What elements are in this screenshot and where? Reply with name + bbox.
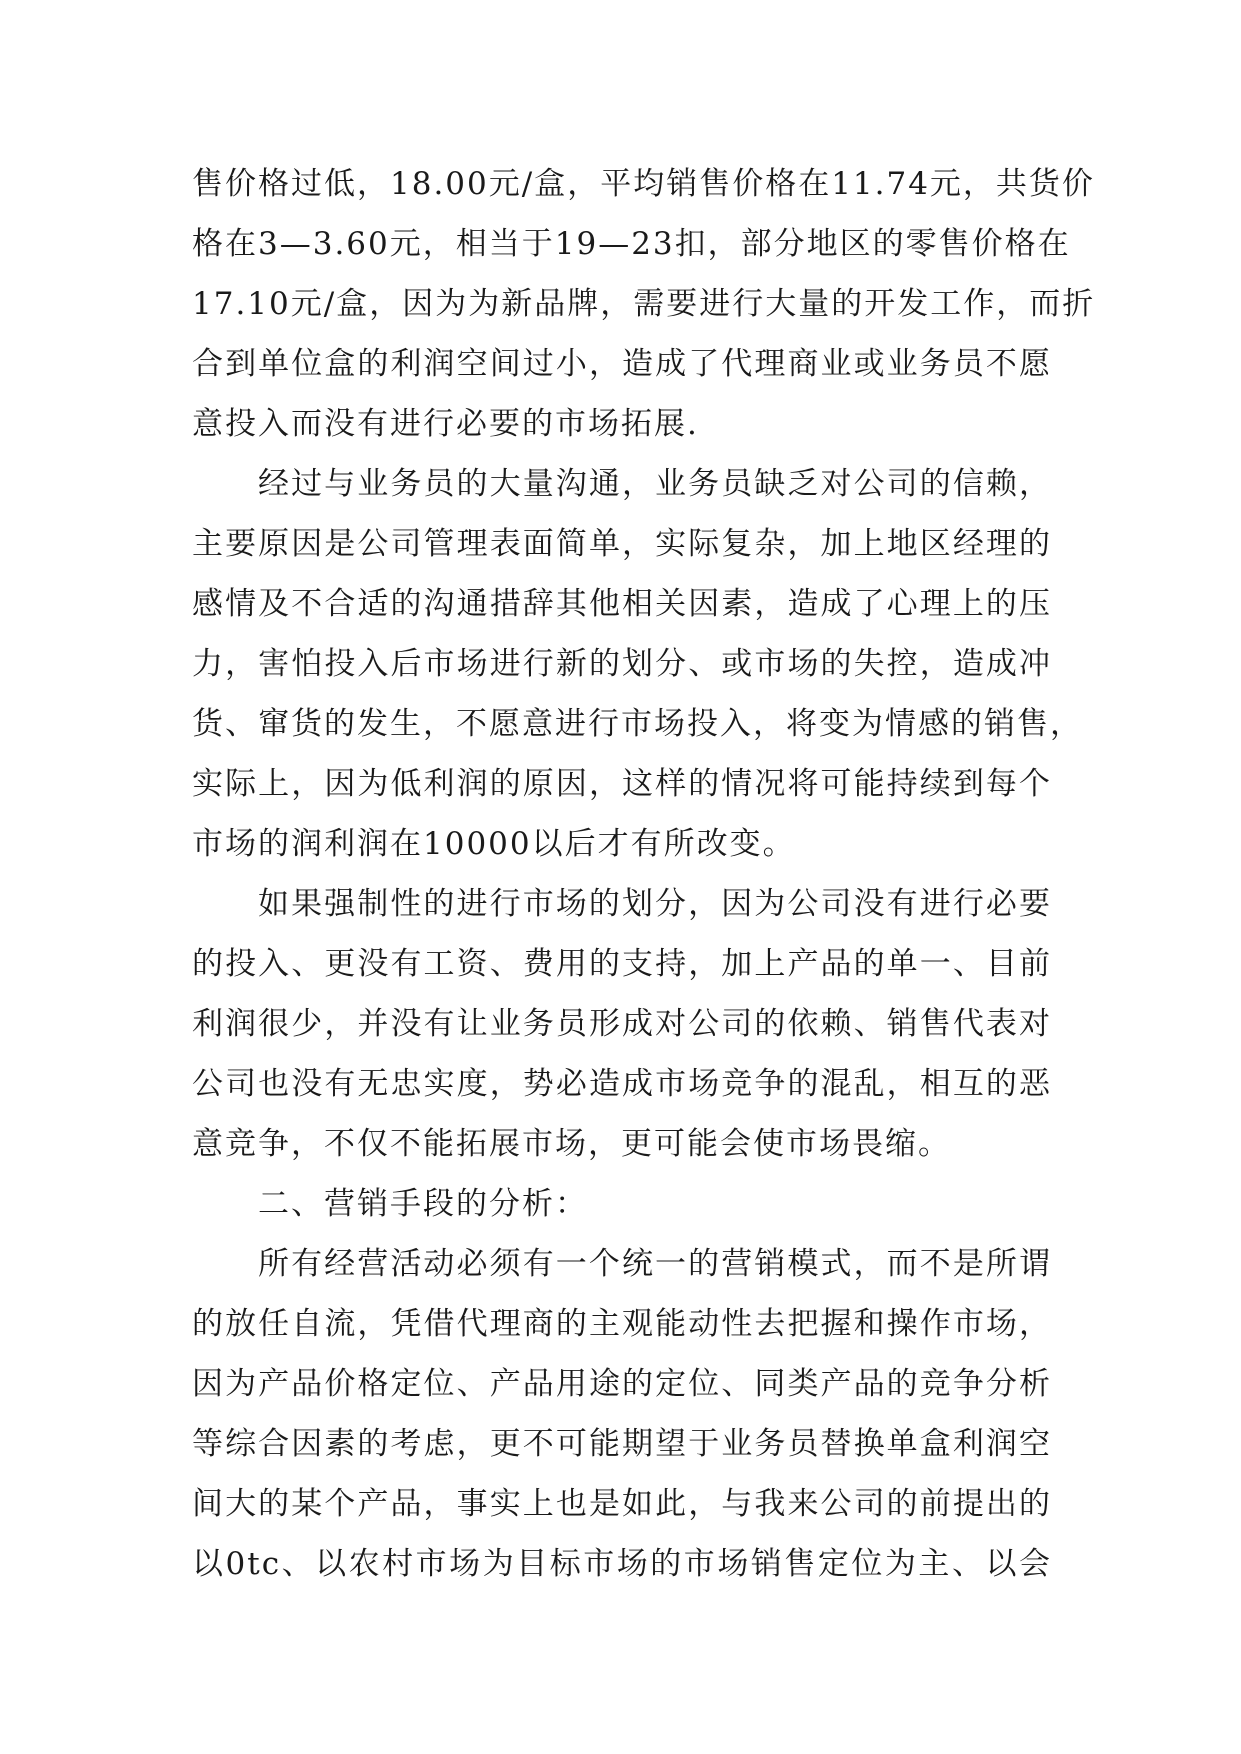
text-line: 货、窜货的发生，不愿意进行市场投入，将变为情感的销售， [192,706,1083,742]
text-line: 公司也没有无忠实度，势必造成市场竞争的混乱，相互的恶 [192,1066,1052,1102]
text-line: 等综合因素的考虑，更不可能期望于业务员替换单盒利润空 [192,1426,1052,1462]
text-line: 力，害怕投入后市场进行新的划分、或市场的失控，造成冲 [192,646,1052,682]
paragraph [192,454,1083,874]
paragraph [192,154,1096,454]
text-line: 经过与业务员的大量沟通，业务员缺乏对公司的信赖， [258,466,1052,502]
text-line: 主要原因是公司管理表面简单，实际复杂，加上地区经理的 [192,526,1052,562]
text-line: 意竞争，不仅不能拓展市场，更可能会使市场畏缩。 [192,1126,951,1162]
text-line: 如果强制性的进行市场的划分，因为公司没有进行必要 [258,886,1052,922]
paragraph [192,874,1052,1174]
document-body [192,154,1096,1594]
paragraph [192,1234,1052,1594]
text-line: 格在3—3.60元，相当于19—23扣，部分地区的零售价格在 [192,226,1071,262]
text-line: 实际上，因为低利润的原因，这样的情况将可能持续到每个 [192,766,1052,802]
text-line: 合到单位盒的利润空间过小，造成了代理商业或业务员不愿 [192,346,1052,382]
text-line: 以0tc、以农村市场为目标市场的市场销售定位为主、以会 [192,1546,1052,1582]
text-line: 售价格过低，18.00元/盒，平均销售价格在11.74元，共货价 [192,166,1095,202]
text-line: 感情及不合适的沟通措辞其他相关因素，造成了心理上的压 [192,586,1052,622]
section-heading [192,1174,1052,1234]
text-line: 意投入而没有进行必要的市场拓展. [192,406,699,442]
text-line: 二、营销手段的分析： [258,1186,588,1222]
text-line: 的放任自流，凭借代理商的主观能动性去把握和操作市场， [192,1306,1052,1342]
text-line: 所有经营活动必须有一个统一的营销模式，而不是所谓 [258,1246,1052,1282]
text-line: 的投入、更没有工资、费用的支持，加上产品的单一、目前 [192,946,1052,982]
text-line: 市场的润利润在10000以后才有所改变。 [192,826,796,862]
text-line: 17.10元/盒，因为为新品牌，需要进行大量的开发工作，而折 [192,286,1096,322]
text-line: 因为产品价格定位、产品用途的定位、同类产品的竞争分析 [192,1366,1052,1402]
text-line: 间大的某个产品，事实上也是如此，与我来公司的前提出的 [192,1486,1052,1522]
text-line: 利润很少，并没有让业务员形成对公司的依赖、销售代表对 [192,1006,1052,1042]
